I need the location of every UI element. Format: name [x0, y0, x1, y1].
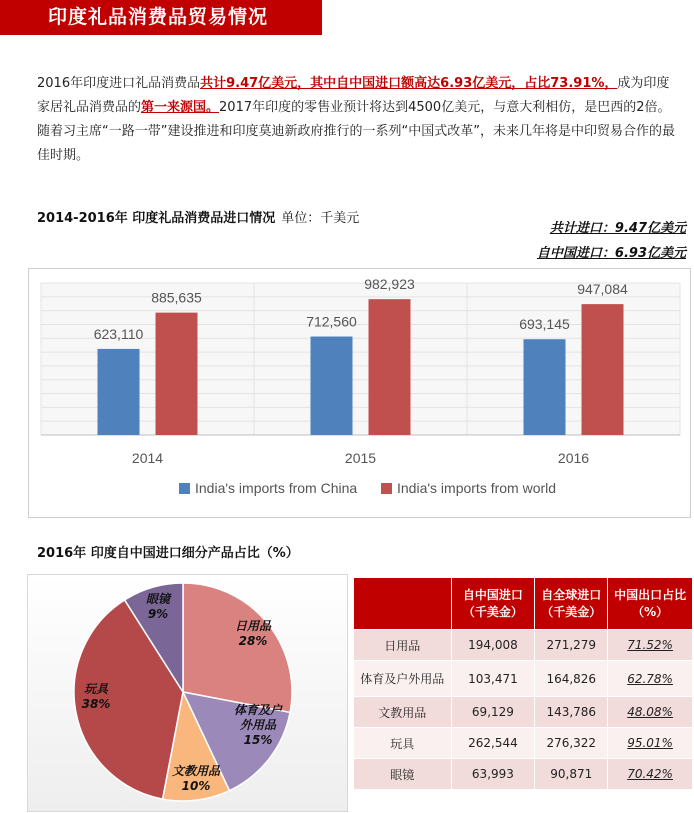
table-header-china: 自中国进口（千美金） [451, 578, 535, 630]
table-cell-share: 71.52% [608, 630, 693, 661]
table-cell-china: 63,993 [451, 759, 535, 790]
bar-chart [29, 269, 692, 519]
bar-section-unit: 单位：千美元 [281, 211, 360, 226]
bar-value-label: 947,084 [577, 281, 628, 298]
table-row [354, 630, 693, 661]
legend-label: India's imports from China [195, 480, 358, 496]
pie-label-value: 10% [181, 779, 211, 793]
bar-world [156, 313, 198, 435]
bar-china [311, 337, 353, 435]
x-tick-label: 2014 [131, 450, 164, 466]
table-cell-world: 90,871 [535, 759, 608, 790]
pie-label-value: 9% [147, 607, 169, 621]
pie-label-value: 28% [238, 634, 268, 648]
legend-label: India's imports from world [397, 480, 557, 496]
bar-value-label: 623,110 [93, 325, 144, 342]
table-cell-world: 143,786 [535, 697, 608, 728]
pie-slice [183, 583, 292, 712]
intro-highlight-2: 第一来源国。 [141, 100, 220, 115]
table-cell-share: 95.01% [608, 728, 693, 759]
bar-chart-box [28, 268, 691, 518]
pie-label-name: 眼镜 [145, 592, 171, 606]
legend-swatch [179, 483, 190, 494]
intro-text-2: 成为印度家居礼品消费品的 [37, 76, 670, 115]
table-row [354, 728, 693, 759]
pie-label-name: 玩具 [83, 682, 109, 696]
pie-label-name: 外用品 [239, 718, 277, 732]
product-share-table [353, 577, 693, 790]
pie-section-title: 2016年 印度自中国进口细分产品占比（%） [37, 546, 299, 561]
pie-chart-box [27, 574, 348, 812]
table-cell-product: 日用品 [354, 630, 452, 661]
pie-label-value: 38% [81, 697, 111, 711]
bar-value-label: 712,560 [306, 313, 357, 330]
table-cell-world: 164,826 [535, 661, 608, 697]
intro-text-3: 2017年印度的零售业预计将达到4500亿美元，与意大利相仿，是巴西的2倍。随着习主席“一路一带”建设推进和印度莫迪新政府推行的一系列“中国式改革”，未来几年将是中印贸易合作的最佳时期。 [37, 100, 675, 163]
table-cell-product: 体育及户外用品 [354, 661, 452, 697]
bar-value-label: 982,923 [364, 276, 415, 293]
bar-value-label: 885,635 [151, 289, 202, 306]
intro-text-1: 2016年印度进口礼品消费品 [37, 76, 201, 91]
table-row [354, 661, 693, 697]
page-title: 印度礼品消费品贸易情况 [0, 0, 322, 35]
total-import-label: 共计进口：9.47亿美元 [549, 221, 686, 236]
bar-section-title-text: 2014-2016年 印度礼品消费品进口情况 [37, 211, 276, 226]
china-import-label: 自中国进口：6.93亿美元 [536, 246, 686, 261]
bar-world [582, 304, 624, 435]
table-cell-china: 69,129 [451, 697, 535, 728]
bar-value-label: 693,145 [519, 316, 570, 333]
bar-world [369, 299, 411, 435]
table-cell-world: 271,279 [535, 630, 608, 661]
table-header-row [354, 578, 693, 630]
bar-china [98, 349, 140, 435]
table-cell-product: 文教用品 [354, 697, 452, 728]
table-cell-share: 70.42% [608, 759, 693, 790]
table-cell-china: 103,471 [451, 661, 535, 697]
bar-plot-area [41, 276, 680, 466]
pie-label-name: 体育及户 [233, 703, 283, 717]
legend-swatch [381, 483, 392, 494]
pie-chart [28, 575, 349, 813]
table-cell-share: 48.08% [608, 697, 693, 728]
pie-label-name: 日用品 [234, 619, 272, 633]
x-tick-label: 2016 [557, 450, 590, 466]
intro-paragraph [37, 72, 682, 168]
table-cell-world: 276,322 [535, 728, 608, 759]
table-cell-china: 194,008 [451, 630, 535, 661]
bar-section-title [37, 207, 359, 226]
pie-label-name: 文教用品 [171, 764, 221, 778]
table-cell-product: 眼镜 [354, 759, 452, 790]
intro-highlight-1: 共计9.47亿美元，其中自中国进口额高达6.93亿美元，占比73.91%， [200, 76, 618, 91]
pie-label-value: 15% [243, 733, 273, 747]
bar-china [524, 339, 566, 435]
table-row [354, 697, 693, 728]
table-header-world: 自全球进口（千美金） [535, 578, 608, 630]
x-tick-label: 2015 [344, 450, 377, 466]
table-cell-product: 玩具 [354, 728, 452, 759]
table-row [354, 759, 693, 790]
table-cell-china: 262,544 [451, 728, 535, 759]
table-header-blank [354, 578, 452, 630]
bar-legend [179, 480, 556, 496]
table-header-share: 中国出口占比（%） [608, 578, 693, 630]
table-cell-share: 62.78% [608, 661, 693, 697]
